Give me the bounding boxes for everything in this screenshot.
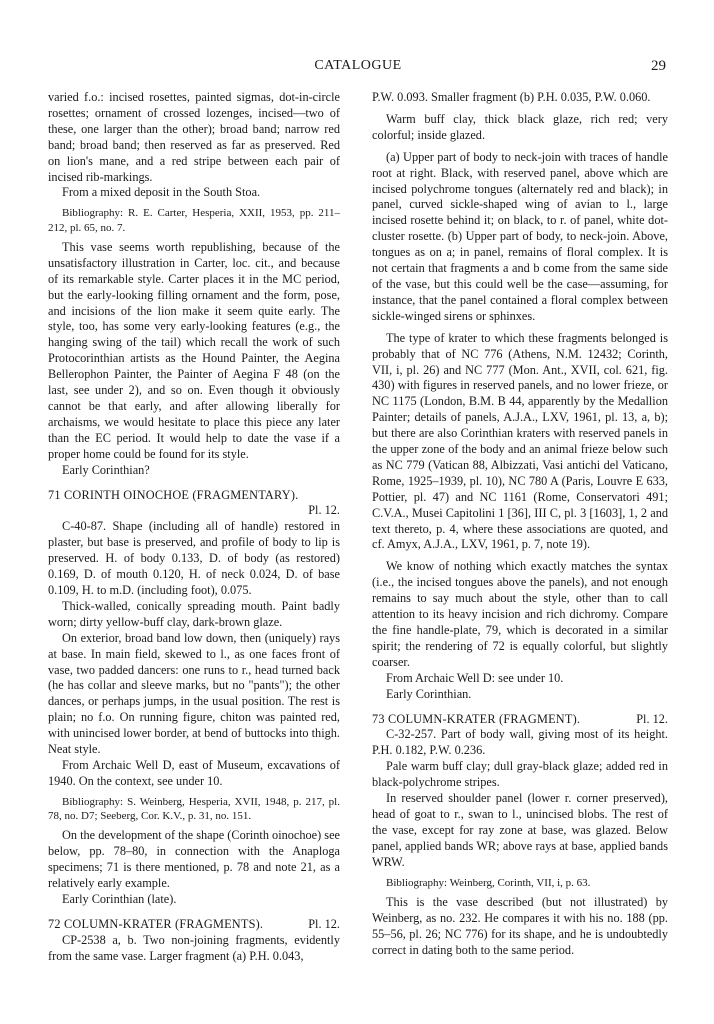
right-column (372, 90, 668, 959)
running-title: CATALOGUE (314, 58, 402, 73)
page-number: 29 (651, 58, 666, 74)
running-header (48, 58, 668, 80)
date-attribution: Early Corinthian? (62, 462, 150, 477)
entry-71-heading (48, 488, 340, 504)
provenance: From Archaic Well D: see under 10. (386, 670, 564, 685)
provenance: From a mixed deposit in the South Stoa. (62, 185, 261, 200)
date-attribution: Early Corinthian (late). (62, 891, 177, 906)
entry-title: 71 CORINTH OINOCHOE (FRAGMENTARY). (48, 487, 299, 502)
entry-73-heading (372, 712, 668, 728)
paragraph: Pale warm buff clay; dull gray-black glaze; added red in black-polychrome stripes. (372, 759, 668, 790)
paragraph: On exterior, broad band low down, then (uniquely) rays at base. In main field, skewed to l., as one faces front of vase, two padded dancers: one runs to r., head turned back (he has collar and sleeve marks, but no "pants"); the other dances, or perhaps jumps, in the usual position. The rest is plain; no f.o. On running figure, chiton was painted red, with unincised lower border, at bend of buttocks into thigh. Neat style. (48, 630, 340, 757)
paragraph: varied f.o.: incised rosettes, painted sigmas, dot-in-circle rosettes; ornament of crossed lozenges, incised—two of these, one larger than the other); broad band; narrow red band; broad band; then reserved as far as preserved. Red on lion's mane, and a red stripe between each pair of incised rib-markings. (48, 90, 340, 184)
plate-reference: Pl. 12. (308, 503, 340, 518)
date-attribution: Early Corinthian. (386, 686, 472, 701)
entry-title: 73 COLUMN-KRATER (FRAGMENT). (372, 711, 581, 726)
plate-reference: Pl. 12. (636, 711, 668, 726)
left-column (48, 90, 340, 965)
paragraph: We know of nothing which exactly matches the syntax (i.e., the incised tongues above the panels), and not enough remains to say much about the style, other than to call attention to its heavy incision and rich dichromy. Compare the fine handle-plate, 79, which is decorated in a similar spirit; the rendering of 72 is equally colorful, but slightly coarser. (372, 559, 668, 669)
bibliography: Bibliography: R. E. Carter, Hesperia, XXII, 1953, pp. 211–212, pl. 65, no. 7. (48, 207, 340, 234)
provenance: From Archaic Well D, east of Museum, excavations of 1940. On the context, see under 10. (48, 757, 340, 788)
paragraph: On the development of the shape (Corinth oinochoe) see below, pp. 78–80, in connection with the Anaploga specimens; 71 is there mentioned, p. 78 and note 21, as a relatively early example. (48, 828, 340, 891)
paragraph: CP-2538 a, b. Two non-joining fragments, evidently from the same vase. Larger fragment (a) P.H. 0.043, (48, 932, 340, 963)
bibliography: Bibliography: S. Weinberg, Hesperia, XVII, 1948, p. 217, pl. 78, no. D7; Seeberg, Cor. K.V., p. 31, no. 151. (48, 795, 340, 823)
paragraph: C-40-87. Shape (including all of handle) restored in plaster, but base is preserved, and profile of body to lip is preserved. H. of body 0.133, D. of body (as restored) 0.169, D. of mouth 0.120, H. of neck 0.024, D. of base 0.109, H. to m.D. (including foot), 0.075. (48, 519, 340, 597)
paragraph: C-32-257. Part of body wall, giving most of its height. P.H. 0.182, P.W. 0.236. (372, 727, 668, 758)
paragraph: P.W. 0.093. Smaller fragment (b) P.H. 0.035, P.W. 0.060. (372, 90, 651, 104)
paragraph: In reserved shoulder panel (lower r. corner preserved), head of goat to r., swan to l., unincised blobs. The rest of the vase, except for ray zone at base, was glazed. Below panel, applied bands WR; above rays at base, applied bands WRW. (372, 791, 668, 869)
plate-reference: Pl. 12. (308, 916, 340, 931)
paragraph: The type of krater to which these fragments belonged is probably that of NC 776 (Athens, N.M. 12432; Corinth, VII, i, pl. 26) and NC 777 (Mon. Ant., XVII, col. 621, fig. 430) with figures in reserved panels, and no lower frieze, or NC 1175 (London, B.M. B 44, apparently by the Medallion Painter; details of panels, A.J.A., LXV, 1961, pl. 13, a, b); but there are also Corinthian kraters with reserved panels in the upper zone of the body and an animal frieze below such as NC 779 (Vatican 88, Albizzati, Vasi antichi del Vaticano, Rome, 1925–1939, pl. 10), NC 780 A (Paris, Louvre E 633, Pottier, pl. 47) and NC 1161 (Rome, Conservatori 491; C.V.A., Musei Capitolini 1 [36], III C, pl. 3 [1603], 1, 2 and text thereto, p. 4, where these associations are quoted, and cf. Amyx, A.J.A., LXV, 1961, p. 7, note 19). (372, 330, 668, 552)
entry-72-heading (48, 917, 340, 933)
paragraph: Thick-walled, conically spreading mouth. Paint badly worn; dirty yellow-buff clay, dark-brown glaze. (48, 598, 340, 629)
paragraph: (a) Upper part of body to neck-join with traces of handle root at right. Black, with reserved panel, above which are incised polychrome tongues (alternately red and black); in panel, curved sickle-shaped wing of avian to l., large incised rosette behind it; on black, to r. of panel, white dot-cluster rosette. (b) Upper part of body, to neck-join. Above, tongues as on a; in panel, remains of floral complex. It is not certain that fragments a and b come from the same side of the vase, but this could well be the case—assuming, for instance, that the panel contained a floral complex between sickle-winged sirens or sphinxes. (372, 149, 668, 323)
paragraph: Warm buff clay, thick black glaze, rich red; very colorful; inside glazed. (372, 111, 668, 142)
bibliography: Bibliography: Weinberg, Corinth, VII, i, p. 63. (386, 876, 591, 889)
paragraph: This is the vase described (but not illustrated) by Weinberg, as no. 232. He compares it with his no. 188 (pp. 55–56, pl. 26; NC 776) for its shape, and he is undoubtedly correct in dating both to the same period. (372, 894, 668, 957)
paragraph: This vase seems worth republishing, because of the unsatisfactory illustration in Carter, loc. cit., and because of its remarkable style. Carter places it in the MC period, but the early-looking filling ornament and the form, pose, and incisions of the lion make it seem quite early. The style, too, has some very early-looking features (e.g., the hanging swing of the tail) which recall the work of such Protocorinthian artists as the Hound Painter, the Aegina Bellerophon Painter, the Painter of Aegina F 48 (on the last, see under 2), and so on. Even though it obviously cannot be that early, and after allowing liberally for archaisms, we would hesitate to place this piece any later than the EC period. It would help to date the vase if a proper home could be found for its style. (48, 239, 340, 461)
entry-title: 72 COLUMN-KRATER (FRAGMENTS). (48, 916, 264, 931)
